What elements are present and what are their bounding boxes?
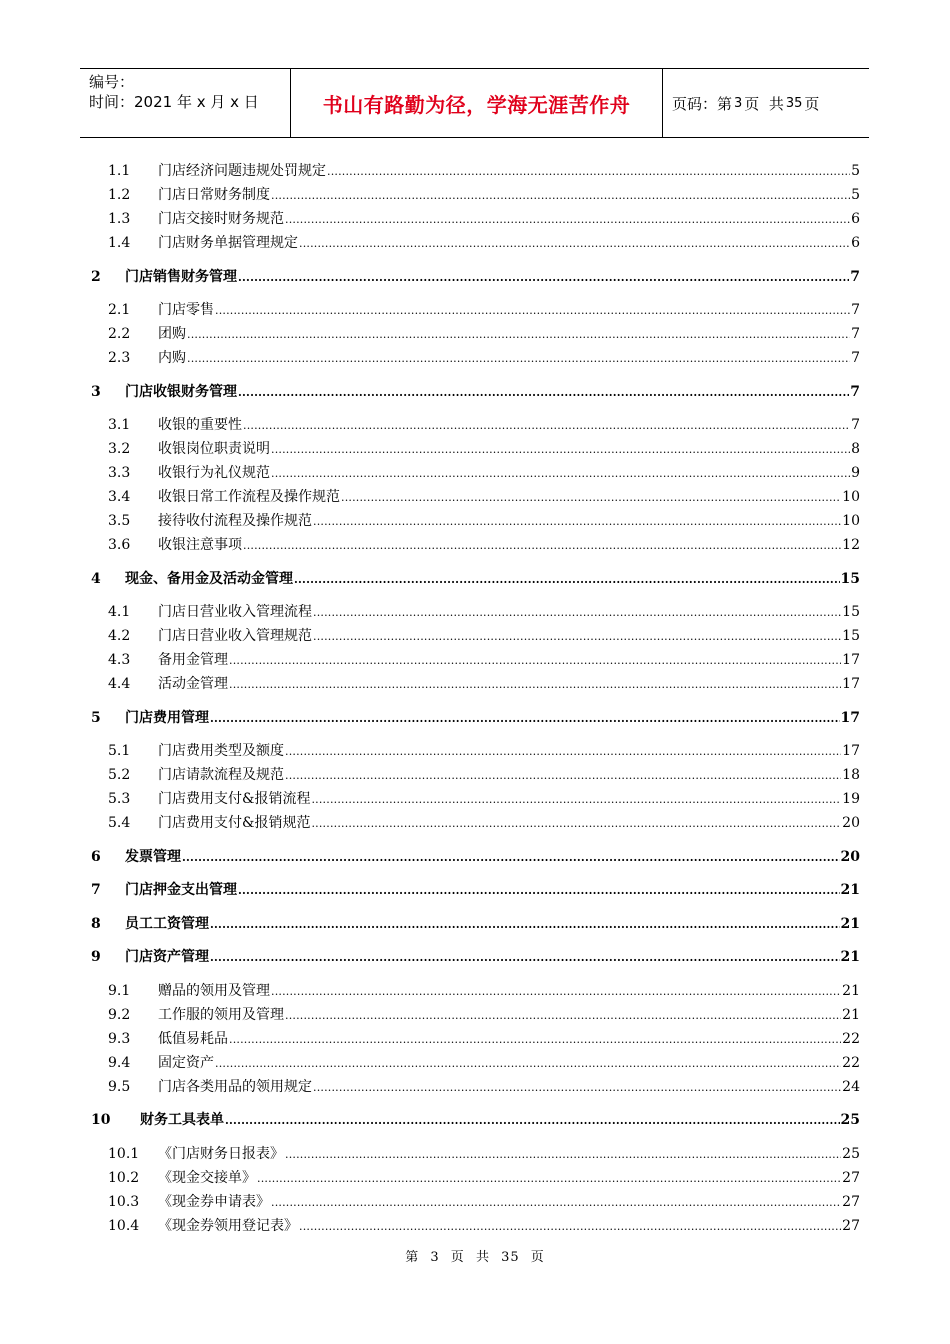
toc-entry-page: 10 xyxy=(842,489,860,505)
toc-entry-page: 19 xyxy=(842,791,860,807)
toc-entry-page: 21 xyxy=(840,882,860,898)
toc-entry-line xyxy=(158,1192,860,1213)
toc-dot-leader xyxy=(271,982,841,1002)
toc-entry-number: 1.4 xyxy=(108,235,131,251)
toc-entry[interactable] xyxy=(0,1005,950,1025)
toc-dot-leader xyxy=(285,1145,841,1165)
footer-mid1: 页 xyxy=(450,1250,465,1265)
toc-entry[interactable] xyxy=(0,626,950,646)
toc-entry-number: 4 xyxy=(91,571,101,587)
toc-entry-number: 1.1 xyxy=(108,163,131,179)
toc-dot-leader xyxy=(187,349,850,369)
toc-entry-title: 赠品的领用及管理 xyxy=(158,983,270,999)
toc-entry-title: 门店押金支出管理 xyxy=(125,882,237,898)
toc-entry-page: 15 xyxy=(842,604,860,620)
toc-entry[interactable] xyxy=(0,674,950,694)
toc-entry-title: 门店日营业收入管理流程 xyxy=(158,604,312,620)
toc-entry-page: 17 xyxy=(842,676,860,692)
toc-dot-leader xyxy=(238,881,840,901)
toc-entry-page: 15 xyxy=(842,628,860,644)
toc-entry-number: 7 xyxy=(91,882,101,898)
toc-entry-page: 7 xyxy=(851,326,860,342)
toc-dot-leader xyxy=(182,848,840,868)
toc-dot-leader xyxy=(285,1006,841,1026)
toc-entry[interactable] xyxy=(0,765,950,785)
toc-entry-line xyxy=(158,324,860,345)
toc-entry-page: 25 xyxy=(840,1112,860,1128)
toc-entry[interactable] xyxy=(0,511,950,531)
toc-entry-line xyxy=(158,1216,860,1237)
toc-entry-number: 4.4 xyxy=(108,676,131,692)
toc-entry-number: 4.3 xyxy=(108,652,131,668)
toc-dot-leader xyxy=(243,536,841,556)
toc-dot-leader xyxy=(327,162,850,182)
toc-dot-leader xyxy=(313,627,841,647)
toc-dot-leader xyxy=(311,814,841,834)
toc-entry-line xyxy=(140,1110,860,1131)
toc-entry-line xyxy=(125,267,860,288)
header-page-number: 3 xyxy=(734,95,743,111)
toc-entry-title: 团购 xyxy=(158,326,186,342)
toc-dot-leader xyxy=(225,1111,840,1131)
header-page-suffix: 页 xyxy=(804,94,820,113)
toc-entry-number: 5.3 xyxy=(108,791,131,807)
toc-entry-line xyxy=(158,626,860,647)
toc-entry-line xyxy=(158,1168,860,1189)
toc-entry-line xyxy=(158,233,860,254)
toc-entry-number: 9.4 xyxy=(108,1055,131,1071)
toc-entry-line xyxy=(158,161,860,182)
toc-entry-line xyxy=(158,348,860,369)
toc-dot-leader xyxy=(271,186,850,206)
toc-entry-title: 收银日常工作流程及操作规范 xyxy=(158,489,340,505)
toc-entry-number: 3.3 xyxy=(108,465,131,481)
toc-dot-leader xyxy=(271,440,850,460)
toc-dot-leader xyxy=(257,1169,841,1189)
toc-entry-title: 门店销售财务管理 xyxy=(125,269,237,285)
toc-entry-line xyxy=(158,813,860,834)
toc-entry[interactable] xyxy=(0,741,950,761)
toc-dot-leader xyxy=(229,675,841,695)
toc-entry-number: 3.1 xyxy=(108,417,131,433)
toc-entry-title: 低值易耗品 xyxy=(158,1031,228,1047)
header-page-info xyxy=(663,69,869,137)
footer-page-number: 3 xyxy=(430,1250,440,1265)
header-page-mid: 页 共 xyxy=(744,94,784,113)
toc-entry-line xyxy=(158,1053,860,1074)
toc-dot-leader xyxy=(271,464,850,484)
toc-entry-title: 活动金管理 xyxy=(158,676,228,692)
toc-entry[interactable] xyxy=(0,1168,950,1188)
toc-dot-leader xyxy=(285,766,841,786)
toc-entry-number: 3.2 xyxy=(108,441,131,457)
toc-entry-title: 员工工资管理 xyxy=(125,916,209,932)
toc-entry-line xyxy=(125,880,860,901)
toc-entry[interactable] xyxy=(0,233,950,253)
toc-entry-title: 固定资产 xyxy=(158,1055,214,1071)
footer-mid2: 共 xyxy=(475,1250,490,1265)
toc-entry[interactable] xyxy=(0,439,950,459)
toc-dot-leader xyxy=(229,1030,841,1050)
toc-entry-title: 门店财务单据管理规定 xyxy=(158,235,298,251)
toc-entry[interactable] xyxy=(0,708,950,728)
toc-dot-leader xyxy=(215,301,850,321)
toc-entry[interactable] xyxy=(0,185,950,205)
toc-entry-number: 1.2 xyxy=(108,187,131,203)
toc-entry[interactable] xyxy=(0,300,950,320)
toc-entry-line xyxy=(158,674,860,695)
toc-entry-number: 4.1 xyxy=(108,604,131,620)
toc-entry[interactable] xyxy=(0,880,950,900)
toc-entry-line xyxy=(125,569,860,590)
toc-entry-page: 7 xyxy=(851,350,860,366)
toc-entry-line xyxy=(125,708,860,729)
toc-entry-page: 5 xyxy=(851,187,860,203)
toc-entry-title: 《门店财务日报表》 xyxy=(158,1146,284,1162)
toc-entry-page: 22 xyxy=(842,1055,860,1071)
toc-entry-line xyxy=(158,765,860,786)
toc-entry-title: 门店费用支付&报销规范 xyxy=(158,815,311,831)
toc-entry-line xyxy=(158,209,860,230)
toc-entry-line xyxy=(125,847,860,868)
toc-entry-number: 1.3 xyxy=(108,211,131,227)
header-page-total: 35 xyxy=(785,95,803,111)
toc-entry-line xyxy=(125,914,860,935)
toc-entry-number: 8 xyxy=(91,916,101,932)
toc-entry-number: 9 xyxy=(91,949,101,965)
toc-entry-title: 《现金券申请表》 xyxy=(158,1194,270,1210)
toc-entry[interactable] xyxy=(0,463,950,483)
toc-entry-title: 收银注意事项 xyxy=(158,537,242,553)
toc-entry-line xyxy=(158,981,860,1002)
toc-entry-page: 8 xyxy=(851,441,860,457)
page-header xyxy=(80,68,869,138)
header-page-prefix: 页码：第 xyxy=(672,94,733,113)
toc-entry-page: 17 xyxy=(840,710,860,726)
toc-entry-number: 2.1 xyxy=(108,302,131,318)
toc-entry-number: 4.2 xyxy=(108,628,131,644)
toc-dot-leader xyxy=(238,383,849,403)
toc-dot-leader xyxy=(311,790,841,810)
toc-entry-line xyxy=(158,415,860,436)
toc-entry-title: 接待收付流程及操作规范 xyxy=(158,513,312,529)
toc-entry-page: 15 xyxy=(840,571,860,587)
toc-entry-page: 9 xyxy=(851,465,860,481)
toc-entry-title: 《现金交接单》 xyxy=(158,1170,256,1186)
toc-entry-title: 门店日营业收入管理规范 xyxy=(158,628,312,644)
toc-entry-title: 发票管理 xyxy=(125,849,181,865)
toc-entry-number: 2 xyxy=(91,269,101,285)
toc-entry-page: 27 xyxy=(842,1218,860,1234)
toc-entry[interactable] xyxy=(0,1110,950,1130)
toc-entry-line xyxy=(158,1077,860,1098)
toc-entry-title: 门店日常财务制度 xyxy=(158,187,270,203)
toc-entry[interactable] xyxy=(0,487,950,507)
toc-entry[interactable] xyxy=(0,650,950,670)
toc-entry-line xyxy=(158,300,860,321)
toc-entry-page: 21 xyxy=(842,1007,860,1023)
toc-entry-number: 6 xyxy=(91,849,101,865)
toc-entry[interactable] xyxy=(0,1216,950,1236)
toc-entry-line xyxy=(158,1005,860,1026)
toc-entry[interactable] xyxy=(0,535,950,555)
page-footer xyxy=(0,1246,950,1265)
toc-entry-page: 6 xyxy=(851,235,860,251)
toc-entry[interactable] xyxy=(0,1029,950,1049)
toc-entry-line xyxy=(158,487,860,508)
toc-dot-leader xyxy=(215,1054,841,1074)
toc-entry-number: 9.1 xyxy=(108,983,131,999)
footer-suffix: 页 xyxy=(530,1250,545,1265)
toc-dot-leader xyxy=(187,325,850,345)
toc-entry-page: 10 xyxy=(842,513,860,529)
toc-dot-leader xyxy=(210,915,840,935)
toc-entry-page: 25 xyxy=(842,1146,860,1162)
toc-dot-leader xyxy=(238,268,849,288)
toc-entry[interactable] xyxy=(0,569,950,589)
toc-entry-title: 内购 xyxy=(158,350,186,366)
toc-entry-title: 财务工具表单 xyxy=(140,1112,224,1128)
toc-entry[interactable] xyxy=(0,1192,950,1212)
toc-entry-page: 27 xyxy=(842,1194,860,1210)
toc-entry[interactable] xyxy=(0,602,950,622)
toc-entry-title: 门店各类用品的领用规定 xyxy=(158,1079,312,1095)
toc-entry-number: 5 xyxy=(91,710,101,726)
toc-dot-leader xyxy=(243,416,850,436)
toc-entry-page: 17 xyxy=(842,743,860,759)
toc-entry-line xyxy=(158,789,860,810)
toc-entry-number: 5.2 xyxy=(108,767,131,783)
toc-entry-number: 10 xyxy=(91,1112,111,1128)
toc-entry-number: 3 xyxy=(91,384,101,400)
toc-entry-line xyxy=(158,1029,860,1050)
toc-entry[interactable] xyxy=(0,267,950,287)
toc-entry-title: 收银行为礼仪规范 xyxy=(158,465,270,481)
toc-entry-page: 20 xyxy=(840,849,860,865)
toc-entry[interactable] xyxy=(0,947,950,967)
toc-entry-title: 门店收银财务管理 xyxy=(125,384,237,400)
toc-entry-number: 10.1 xyxy=(108,1146,140,1162)
toc-entry-page: 17 xyxy=(842,652,860,668)
footer-prefix: 第 xyxy=(405,1250,420,1265)
toc-entry-number: 10.2 xyxy=(108,1170,140,1186)
toc-entry-title: 门店费用类型及额度 xyxy=(158,743,284,759)
toc-entry-line xyxy=(158,463,860,484)
toc-entry-number: 3.5 xyxy=(108,513,131,529)
header-meta xyxy=(80,69,291,137)
toc-entry-title: 《现金券领用登记表》 xyxy=(158,1218,298,1234)
toc-entry-number: 9.5 xyxy=(108,1079,131,1095)
toc-entry-line xyxy=(158,185,860,206)
toc-entry-number: 5.4 xyxy=(108,815,131,831)
toc-entry-page: 5 xyxy=(851,163,860,179)
toc-entry-page: 22 xyxy=(842,1031,860,1047)
toc-dot-leader xyxy=(285,210,850,230)
toc-entry[interactable] xyxy=(0,981,950,1001)
toc-entry-line xyxy=(125,382,860,403)
toc-entry[interactable] xyxy=(0,914,950,934)
toc-entry-line xyxy=(158,650,860,671)
toc-entry[interactable] xyxy=(0,813,950,833)
toc-dot-leader xyxy=(341,488,841,508)
toc-entry-page: 7 xyxy=(850,269,860,285)
toc-entry-page: 7 xyxy=(850,384,860,400)
toc-entry-page: 27 xyxy=(842,1170,860,1186)
toc-entry-page: 7 xyxy=(851,302,860,318)
toc-entry-title: 门店费用管理 xyxy=(125,710,209,726)
toc-entry-number: 10.4 xyxy=(108,1218,140,1234)
toc-entry-number: 2.2 xyxy=(108,326,131,342)
toc-entry-title: 备用金管理 xyxy=(158,652,228,668)
toc-entry-line xyxy=(158,511,860,532)
toc-entry-title: 门店资产管理 xyxy=(125,949,209,965)
toc-entry-title: 门店交接时财务规范 xyxy=(158,211,284,227)
toc-entry[interactable] xyxy=(0,382,950,402)
toc-entry-page: 20 xyxy=(842,815,860,831)
header-number-label: 编号： xyxy=(89,73,135,91)
toc-entry-line xyxy=(158,439,860,460)
toc-dot-leader xyxy=(313,603,841,623)
toc-dot-leader xyxy=(313,512,841,532)
toc-entry-page: 21 xyxy=(842,983,860,999)
toc-entry-page: 7 xyxy=(851,417,860,433)
toc-entry-title: 门店费用支付&报销流程 xyxy=(158,791,311,807)
toc-entry-title: 门店零售 xyxy=(158,302,214,318)
toc-entry[interactable] xyxy=(0,161,950,181)
footer-total: 35 xyxy=(501,1250,520,1265)
header-motto: 书山有路勤为径，学海无涯苦作舟 xyxy=(291,69,663,137)
toc-entry-number: 9.3 xyxy=(108,1031,131,1047)
toc-entry-page: 12 xyxy=(842,537,860,553)
toc-entry-title: 现金、备用金及活动金管理 xyxy=(125,571,293,587)
header-date: 时间：2021 年 x 月 x 日 xyxy=(89,93,259,111)
toc-entry-title: 收银岗位职责说明 xyxy=(158,441,270,457)
toc-entry[interactable] xyxy=(0,1077,950,1097)
toc-entry[interactable] xyxy=(0,415,950,435)
toc-entry-title: 门店经济问题违规处罚规定 xyxy=(158,163,326,179)
toc-dot-leader xyxy=(271,1193,841,1213)
toc-entry-page: 21 xyxy=(840,916,860,932)
toc-dot-leader xyxy=(294,570,840,590)
toc-entry[interactable] xyxy=(0,348,950,368)
toc-entry[interactable] xyxy=(0,324,950,344)
toc-dot-leader xyxy=(299,1217,841,1237)
toc-entry-title: 收银的重要性 xyxy=(158,417,242,433)
toc-dot-leader xyxy=(210,709,840,729)
toc-entry-line xyxy=(158,535,860,556)
toc-entry-line xyxy=(158,1144,860,1165)
toc-entry-title: 工作服的领用及管理 xyxy=(158,1007,284,1023)
toc-entry-title: 门店请款流程及规范 xyxy=(158,767,284,783)
toc-entry[interactable] xyxy=(0,847,950,867)
toc-entry-line xyxy=(125,947,860,968)
toc-entry-number: 5.1 xyxy=(108,743,131,759)
toc-entry-line xyxy=(158,741,860,762)
toc-dot-leader xyxy=(210,948,840,968)
toc-dot-leader xyxy=(299,234,850,254)
toc-entry-number: 3.6 xyxy=(108,537,131,553)
toc-entry[interactable] xyxy=(0,789,950,809)
toc-entry-number: 2.3 xyxy=(108,350,131,366)
toc-dot-leader xyxy=(229,651,841,671)
toc-entry-number: 3.4 xyxy=(108,489,131,505)
toc-dot-leader xyxy=(313,1078,841,1098)
toc-entry-line xyxy=(158,602,860,623)
toc-entry-number: 9.2 xyxy=(108,1007,131,1023)
toc-entry-number: 10.3 xyxy=(108,1194,140,1210)
toc-entry[interactable] xyxy=(0,1053,950,1073)
toc-entry-page: 6 xyxy=(851,211,860,227)
toc-entry-page: 24 xyxy=(842,1079,860,1095)
toc-entry[interactable] xyxy=(0,209,950,229)
toc-entry[interactable] xyxy=(0,1144,950,1164)
toc-dot-leader xyxy=(285,742,841,762)
toc-entry-page: 18 xyxy=(842,767,860,783)
toc-entry-page: 21 xyxy=(840,949,860,965)
